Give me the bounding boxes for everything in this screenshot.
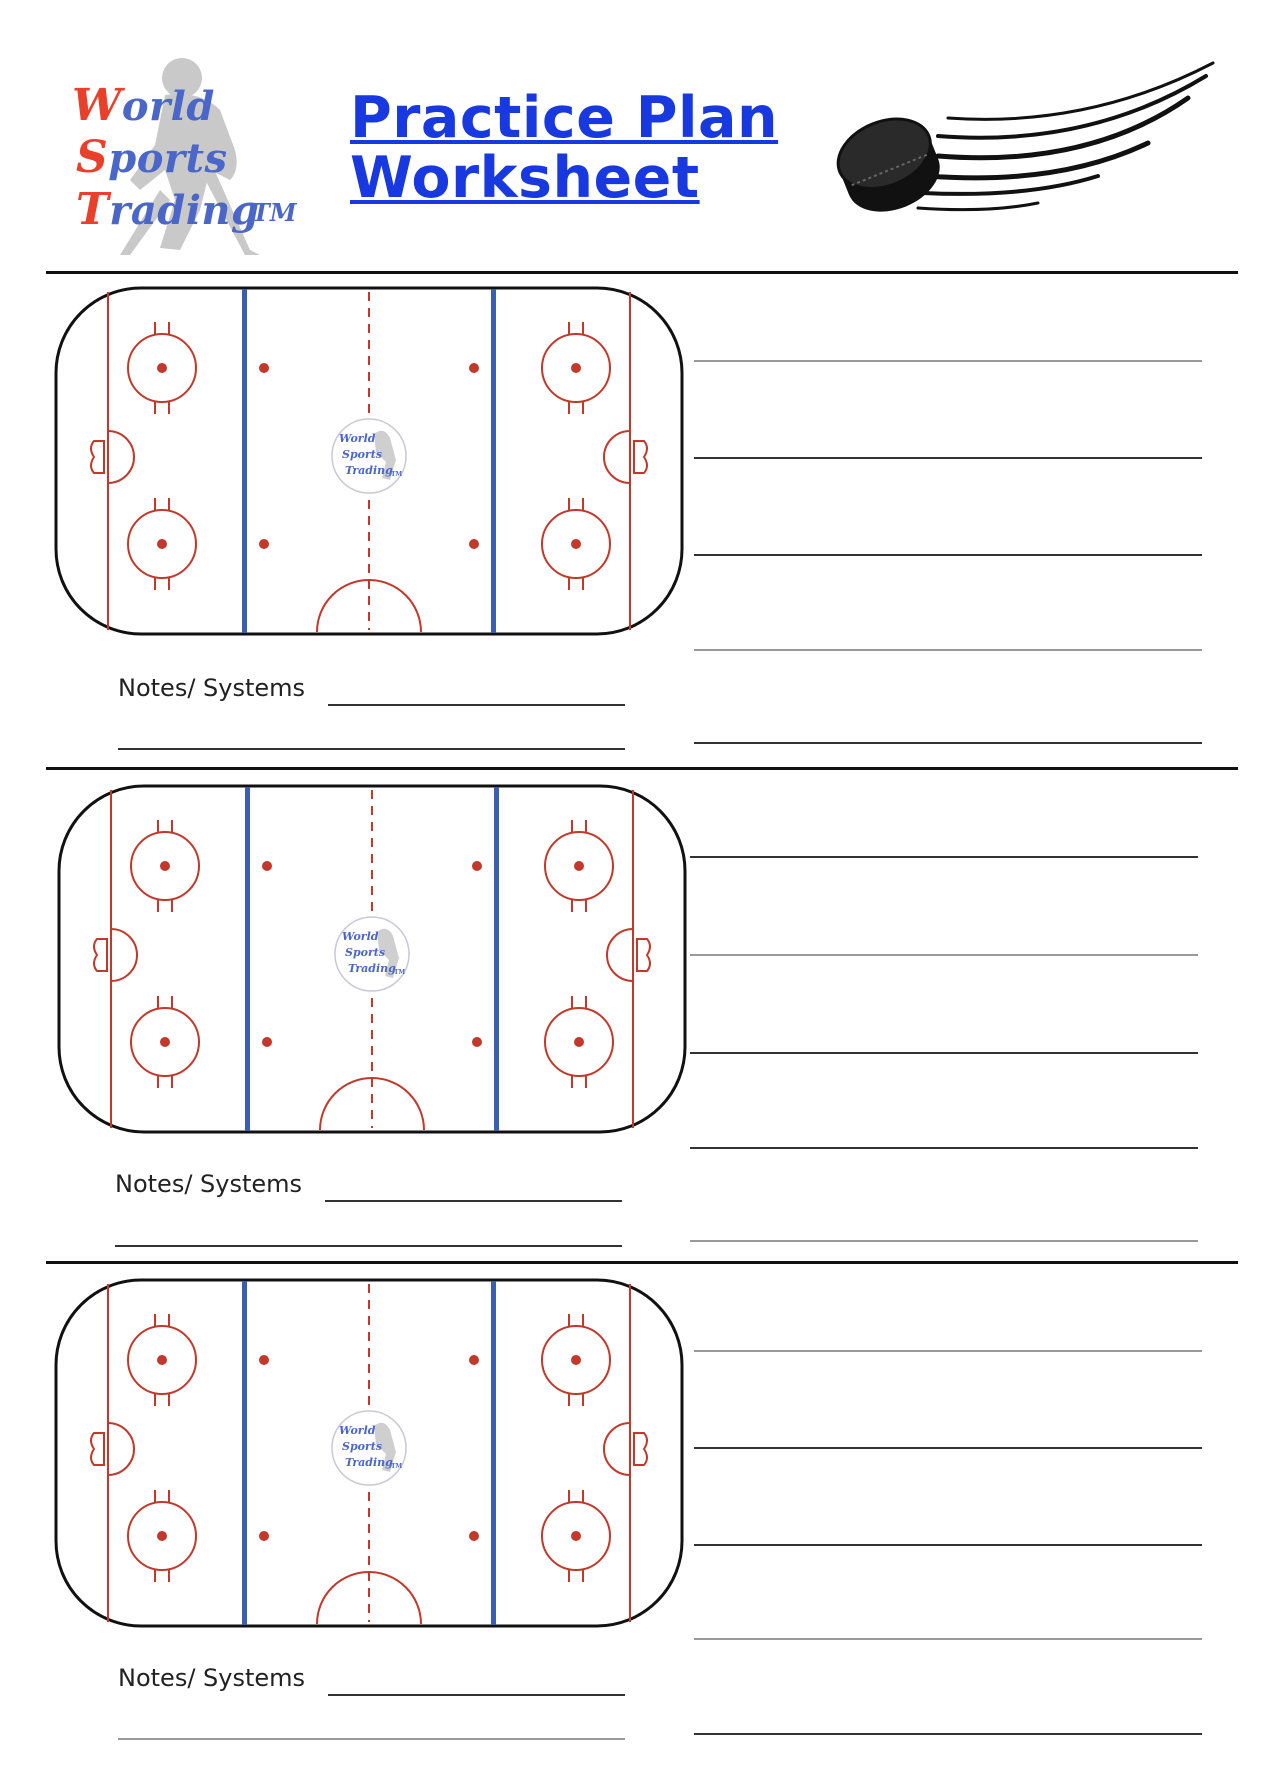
rink-logo-word: Trading	[345, 464, 393, 477]
rink-logo-tm: TM	[391, 1463, 403, 1470]
rink-logo-word: World	[339, 432, 376, 445]
hockey-rink-diagram[interactable]	[54, 286, 684, 636]
title-line-1: Practice Plan	[350, 85, 779, 151]
rink-logo-tm: TM	[391, 471, 403, 478]
rink-logo-word: World	[342, 930, 379, 943]
center-ice-logo	[332, 419, 406, 493]
hockey-rink-diagram[interactable]	[54, 1278, 684, 1628]
drill-notes-line[interactable]	[694, 1638, 1202, 1640]
section-separator	[46, 1261, 1238, 1264]
logo-word-trading: Trading	[76, 184, 260, 235]
drill-notes-line[interactable]	[694, 457, 1202, 459]
drill-notes-line[interactable]	[694, 649, 1202, 651]
rink-logo-word: Sports	[342, 1440, 383, 1453]
logo-word-world: World	[72, 80, 215, 131]
drill-notes-line[interactable]	[694, 554, 1202, 556]
drill-notes-line[interactable]	[694, 1733, 1202, 1735]
rink-logo-word: Trading	[348, 962, 396, 975]
drill-notes-line[interactable]	[694, 1544, 1202, 1546]
notes-systems-label: Notes/ Systems	[118, 674, 306, 702]
notes-systems-label: Notes/ Systems	[115, 1170, 303, 1198]
notes-input-line[interactable]	[118, 1738, 625, 1740]
drill-notes-line[interactable]	[694, 1447, 1202, 1449]
drill-notes-line[interactable]	[690, 1147, 1198, 1149]
center-ice-logo	[335, 917, 409, 991]
section-separator	[46, 767, 1238, 770]
drill-notes-line[interactable]	[694, 1350, 1202, 1352]
section-separator	[46, 271, 1238, 274]
rink-logo-tm: TM	[394, 969, 406, 976]
rink-logo-word: Trading	[345, 1456, 393, 1469]
notes-input-line[interactable]	[328, 1694, 625, 1696]
logo-trademark: TM	[252, 198, 297, 227]
logo-word-sports: Sports	[76, 132, 228, 183]
hockey-rink-diagram[interactable]	[57, 784, 687, 1134]
center-ice-logo	[332, 1411, 406, 1485]
drill-notes-line[interactable]	[690, 954, 1198, 956]
rink-logo-word: Sports	[345, 946, 386, 959]
page-title	[350, 85, 779, 211]
notes-input-line[interactable]	[115, 1245, 622, 1247]
notes-input-line[interactable]	[328, 704, 625, 706]
drill-notes-line[interactable]	[690, 1240, 1198, 1242]
title-line-2: Worksheet	[350, 145, 700, 211]
world-sports-trading-logo	[60, 50, 300, 260]
drill-notes-line[interactable]	[694, 360, 1202, 362]
rink-logo-word: World	[339, 1424, 376, 1437]
rink-logo-word: Sports	[342, 448, 383, 461]
notes-systems-label: Notes/ Systems	[118, 1664, 306, 1692]
drill-notes-line[interactable]	[694, 742, 1202, 744]
drill-notes-line[interactable]	[690, 1052, 1198, 1054]
drill-notes-line[interactable]	[690, 856, 1198, 858]
notes-input-line[interactable]	[118, 748, 625, 750]
flying-puck-icon	[828, 58, 1228, 228]
notes-input-line[interactable]	[325, 1200, 622, 1202]
